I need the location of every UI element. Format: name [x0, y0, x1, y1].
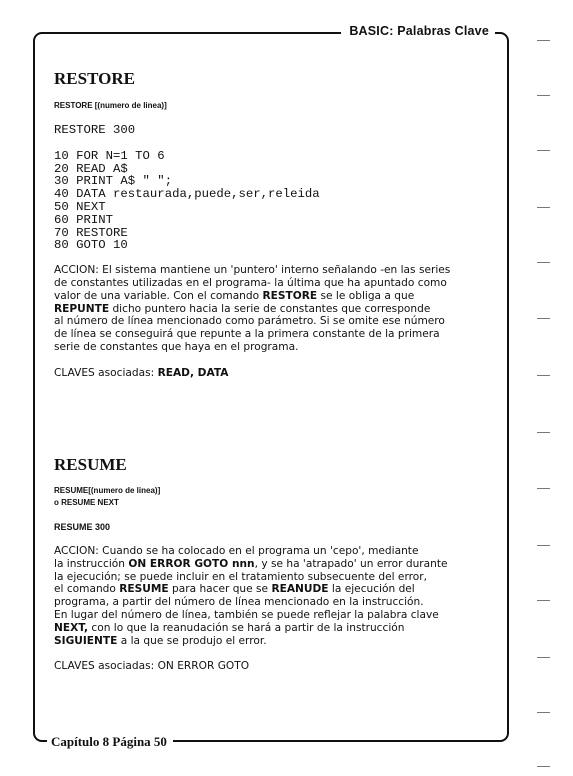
accion-line: la instrucción ON ERROR GOTO nnn, y se ha 'atrapado' un error durante [54, 557, 448, 570]
restore-section [54, 68, 494, 380]
binding-edge-marks [537, 0, 557, 776]
restore-syntax: RESTORE [(numero de linea)] [54, 101, 167, 110]
accion-line: NEXT, con lo que la reanudación se hará a partir de la instrucción [54, 621, 405, 634]
accion-line: valor de una variable. Con el comando RESTORE se le obliga a que [54, 289, 415, 302]
accion-line: al número de línea mencionado como parámetro. Si se omite ese número [54, 315, 445, 328]
resume-accion [54, 545, 494, 647]
resume-claves [54, 660, 494, 673]
page-footer: Capítulo 8 Página 50 [47, 734, 173, 750]
restore-claves [54, 367, 494, 380]
accion-line: REPUNTE dicho puntero hacia la serie de constantes que corresponde [54, 302, 431, 315]
restore-code-listing [54, 150, 494, 252]
code-line: 50 NEXT [54, 199, 106, 214]
code-line: 10 FOR N=1 TO 6 [54, 148, 165, 163]
resume-example: RESUME 300 [54, 522, 111, 532]
resume-title: RESUME [54, 455, 127, 474]
restore-example: RESTORE 300 [54, 123, 136, 137]
claves-label: CLAVES asociadas: [54, 660, 158, 673]
restore-accion [54, 264, 494, 354]
claves-value: ON ERROR GOTO [157, 660, 250, 673]
page-header: BASIC: Palabras Clave [341, 24, 495, 38]
claves-value: READ, DATA [157, 366, 229, 379]
resume-syntax-line2: o RESUME NEXT [54, 498, 119, 507]
resume-section [54, 454, 494, 673]
accion-line: serie de constantes que haya en el programa. [54, 340, 299, 353]
claves-label: CLAVES asociadas: [54, 366, 158, 379]
code-line: 20 READ A$ [54, 161, 128, 176]
accion-line: En lugar del número de línea, también se puede reflejar la palabra clave [54, 608, 439, 621]
restore-title: RESTORE [54, 69, 135, 88]
accion-line: ACCION: El sistema mantiene un 'puntero' interno señalando -en las series [54, 264, 451, 277]
resume-syntax-line1: RESUME[(numero de linea)] [54, 486, 161, 495]
accion-line: programa, a partir del número de línea mencionado en la instrucción. [54, 596, 424, 609]
code-line: 70 RESTORE [54, 225, 128, 240]
accion-line: SIGUIENTE a la que se produjo el error. [54, 634, 267, 647]
accion-line: la ejecución; se puede incluir en el tratamiento subsecuente del error, [54, 570, 427, 583]
accion-line: de línea se conseguirá que repunte a la primera constante de la primera [54, 328, 440, 341]
accion-line: ACCION: Cuando se ha colocado en el programa un 'cepo', mediante [54, 545, 419, 557]
code-line: 60 PRINT [54, 212, 114, 227]
code-line: 30 PRINT A$ " "; [54, 174, 173, 189]
code-line: 40 DATA restaurada,puede,ser,releida [54, 187, 320, 202]
accion-line: el comando RESUME para hacer que se REANUDE la ejecución del [54, 583, 415, 596]
page-content [54, 64, 494, 673]
code-line: 80 GOTO 10 [54, 238, 128, 253]
accion-line: de constantes utilizadas en el programa- la última que ha apuntado como [54, 276, 447, 289]
